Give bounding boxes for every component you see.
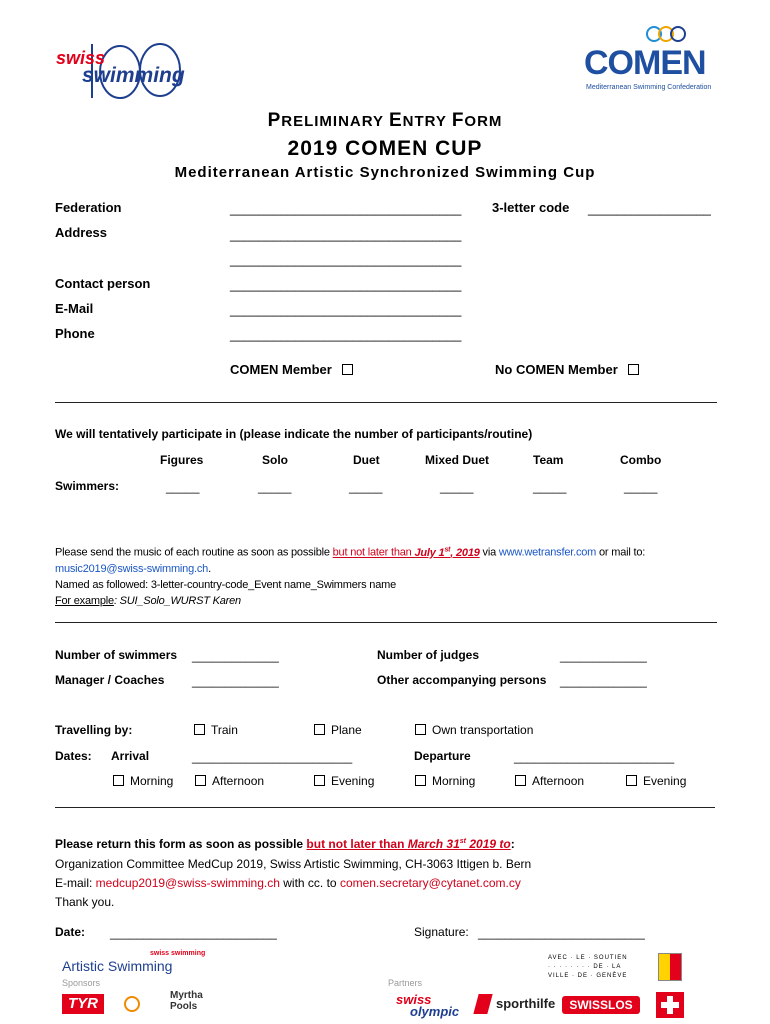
organization-address: Organization Committee MedCup 2019, Swiss Artistic Swimming, CH-3063 Ittigen b. Bern	[55, 857, 532, 871]
no-comen-member-label: No COMEN Member	[495, 362, 618, 377]
federation-field[interactable]: ________________________________	[230, 201, 462, 216]
contact-person-field[interactable]: ________________________________	[230, 277, 462, 292]
train-option[interactable]: Train	[194, 723, 238, 737]
col-team: Team	[533, 453, 564, 467]
date-label: Date:	[55, 925, 86, 939]
signature-field[interactable]: _________________________	[478, 926, 645, 940]
cross-vertical	[667, 996, 673, 1014]
own-transport-checkbox[interactable]	[415, 724, 426, 735]
medcup-email-link[interactable]: medcup2019@swiss-swimming.ch	[95, 876, 280, 890]
support-line3: VILLE · DE · GENÈVE	[548, 973, 628, 979]
col-mixed-duet: Mixed Duet	[425, 453, 490, 467]
swiss-cross-logo	[656, 992, 684, 1018]
sporthilfe-swoosh-icon	[473, 994, 492, 1014]
comen-secretary-email-link[interactable]: comen.secretary@cytanet.com.cy	[339, 876, 521, 890]
sporthilfe-text: sporthilfe	[496, 996, 556, 1011]
departure-afternoon-checkbox[interactable]	[515, 775, 526, 786]
comen-member-checkbox[interactable]	[342, 364, 353, 375]
swiss-swimming-logo	[52, 36, 192, 100]
solo-field[interactable]: _____	[258, 480, 292, 494]
departure-date-field[interactable]: ________________________	[514, 750, 675, 764]
number-of-swimmers-label: Number of swimmers	[55, 648, 178, 662]
comen-logo-name: COMEN	[584, 44, 706, 82]
departure-morning-option[interactable]: Morning	[415, 774, 475, 788]
managers-label: Manager / Coaches	[55, 673, 165, 687]
tyr-logo: TYR	[62, 994, 104, 1014]
swiss-olympic-line2: olympic	[410, 1004, 460, 1019]
comen-logo	[584, 22, 714, 94]
comen-member-label: COMEN Member	[230, 362, 332, 377]
comen-member-option[interactable]	[230, 362, 353, 377]
col-combo: Combo	[620, 453, 662, 467]
arrival-afternoon-checkbox[interactable]	[195, 775, 206, 786]
contact-person-label: Contact person	[55, 276, 151, 291]
artistic-small-text: swiss swimming	[150, 950, 206, 957]
date-field[interactable]: _________________________	[110, 926, 277, 940]
address-field-2[interactable]: ________________________________	[230, 252, 462, 267]
other-persons-field[interactable]: _____________	[560, 674, 647, 688]
myrtha-line1: Myrtha	[170, 990, 203, 1001]
return-email-line: E-mail: medcup2019@swiss-swimming.ch with cc. to comen.secretary@cytanet.com.cy	[55, 876, 521, 890]
travelling-by-label: Travelling by:	[55, 723, 133, 737]
phone-field[interactable]: ________________________________	[230, 327, 462, 342]
artistic-swimming-logo	[62, 948, 212, 978]
support-line2: · · · · · · · · DE · LA	[548, 964, 622, 970]
address-label: Address	[55, 225, 108, 240]
arrival-afternoon-option[interactable]: Afternoon	[195, 774, 264, 788]
wetransfer-link[interactable]: www.wetransfer.com	[498, 546, 597, 559]
number-of-swimmers-field[interactable]: _____________	[192, 649, 279, 663]
federation-label: Federation	[55, 200, 122, 215]
managers-field[interactable]: _____________	[192, 674, 279, 688]
departure-evening-checkbox[interactable]	[626, 775, 637, 786]
divider-3	[55, 807, 715, 808]
sporthilfe-logo	[476, 992, 556, 1018]
email-label: E-Mail	[55, 301, 94, 316]
event-title: 2019 COMEN CUP	[287, 137, 483, 160]
myrtha-pools-logo	[124, 990, 204, 1018]
col-duet: Duet	[353, 453, 380, 467]
swiss-olympic-line1: swiss	[396, 992, 432, 1007]
swiss-olympic-logo	[388, 990, 468, 1020]
combo-field[interactable]: _____	[624, 480, 658, 494]
letter-code-field[interactable]: _________________	[588, 201, 711, 216]
thank-you-text: Thank you.	[55, 895, 115, 909]
departure-afternoon-option[interactable]: Afternoon	[515, 774, 584, 788]
plane-checkbox[interactable]	[314, 724, 325, 735]
arrival-morning-checkbox[interactable]	[113, 775, 124, 786]
col-figures: Figures	[160, 453, 204, 467]
letter-code-label: 3-letter code	[492, 200, 570, 215]
arrival-date-field[interactable]: ________________________	[192, 750, 353, 764]
arrival-evening-option[interactable]: Evening	[314, 774, 374, 788]
swimmers-row-label: Swimmers:	[55, 479, 120, 493]
divider-1	[55, 402, 717, 403]
address-field-1[interactable]: ________________________________	[230, 227, 462, 242]
divider-2	[55, 622, 717, 623]
geneve-support-logo	[548, 955, 698, 985]
arrival-evening-checkbox[interactable]	[314, 775, 325, 786]
departure-label: Departure	[414, 749, 471, 763]
return-instructions: Please return this form as soon as possible but not later than March 31st 2019 to:	[55, 837, 515, 851]
swiss-swimming-line2: swimming	[82, 64, 185, 87]
duet-field[interactable]: _____	[349, 480, 383, 494]
number-of-judges-field[interactable]: _____________	[560, 649, 647, 663]
train-checkbox[interactable]	[194, 724, 205, 735]
arrival-morning-option[interactable]: Morning	[113, 774, 173, 788]
myrtha-flower-icon	[124, 996, 140, 1012]
participation-heading: We will tentatively participate in (please indicate the number of participants/routine)	[55, 427, 533, 441]
other-persons-label: Other accompanying persons	[377, 673, 547, 687]
signature-label: Signature:	[414, 925, 469, 939]
comen-logo-tagline: Mediterranean Swimming Confederation	[586, 84, 712, 91]
myrtha-line2: Pools	[170, 1001, 198, 1012]
form-title: PRELIMINARY ENTRY FORM	[267, 110, 503, 131]
departure-evening-option[interactable]: Evening	[626, 774, 686, 788]
artistic-name: Artistic Swimming	[62, 958, 173, 974]
plane-option[interactable]: Plane	[314, 723, 362, 737]
sponsors-label: Sponsors	[62, 978, 101, 988]
support-line1: AVEC · LE · SOUTIEN	[548, 955, 628, 961]
number-of-judges-label: Number of judges	[377, 648, 480, 662]
event-subtitle: Mediterranean Artistic Synchronized Swimming Cup	[174, 164, 596, 181]
mixed-duet-field[interactable]: _____	[440, 480, 474, 494]
no-comen-member-option[interactable]	[495, 362, 639, 377]
music-email-link[interactable]: music2019@swiss-swimming.ch	[55, 562, 209, 575]
music-instructions: Please send the music of each routine as soon as possible but not later than July 1st, 2019 via www.wetransfer.com or mail to: music2019@swiss-swimming.ch. Named as followed: 3-letter-country-code_Event name_Swimmers name For example: SUI_Solo_WURST Karen	[55, 546, 646, 607]
email-field[interactable]: ________________________________	[230, 302, 462, 317]
swiss-swimming-line1: swiss	[56, 48, 106, 68]
no-comen-member-checkbox[interactable]	[628, 364, 639, 375]
phone-label: Phone	[55, 326, 95, 341]
geneve-crest-icon	[658, 953, 682, 981]
partners-label: Partners	[388, 978, 423, 988]
own-transport-option[interactable]: Own transportation	[415, 723, 533, 737]
figures-field[interactable]: _____	[166, 480, 200, 494]
swisslos-logo: SWISSLOS	[562, 996, 640, 1014]
departure-morning-checkbox[interactable]	[415, 775, 426, 786]
naming-instructions: Named as followed: 3-letter-country-code_Event name_Swimmers name	[55, 578, 396, 591]
team-field[interactable]: _____	[533, 480, 567, 494]
dates-label: Dates:	[55, 749, 92, 763]
arrival-label: Arrival	[111, 749, 150, 763]
col-solo: Solo	[262, 453, 288, 467]
